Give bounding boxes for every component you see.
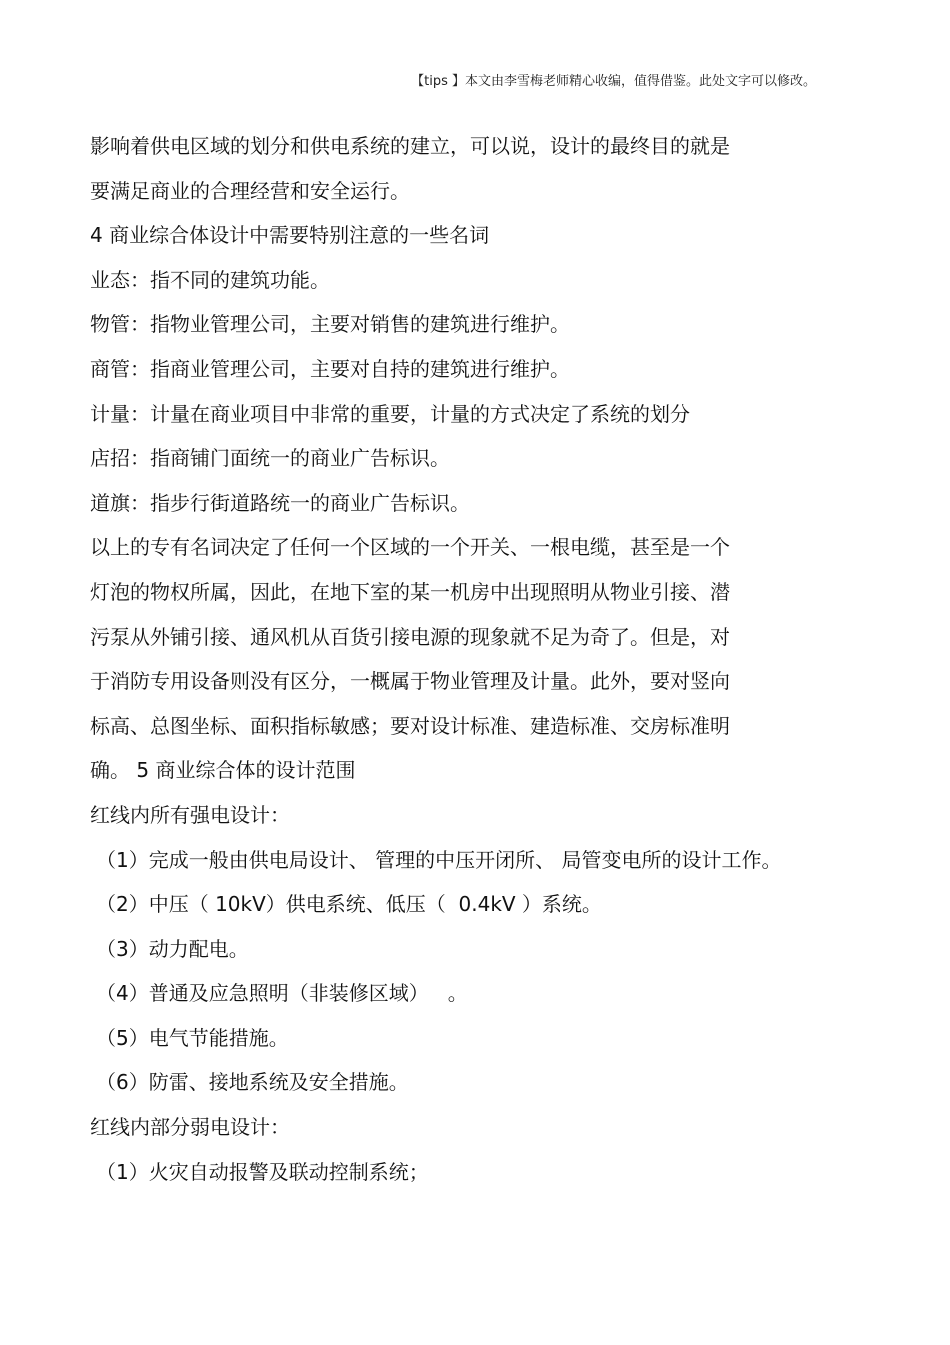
header-note: 【tips 】本文由李雪梅老师精心收编，值得借鉴。此处文字可以修改。	[411, 74, 816, 89]
section-heading: 4 商业综合体设计中需要特别注意的一些名词	[90, 223, 490, 248]
list-item: （1）火灾自动报警及联动控制系统；	[96, 1159, 429, 1184]
paragraph-line: 于消防专用设备则没有区分，一概属于物业管理及计量。此外，要对竖向	[90, 669, 730, 694]
list-item: （2）中压（ 10kV）供电系统、低压（ 0.4kV ）系统。	[96, 892, 602, 917]
term-definition-shangguan: 商管：指商业管理公司，主要对自持的建筑进行维护。	[90, 356, 570, 381]
paragraph-line: 标高、总图坐标、面积指标敏感；要对设计标准、建造标准、交房标准明	[90, 713, 730, 738]
list-item: （3）动力配电。	[96, 936, 249, 961]
list-item: （5）电气节能措施。	[96, 1025, 289, 1050]
paragraph-line: 以上的专有名词决定了任何一个区域的一个开关、一根电缆，甚至是一个	[90, 535, 730, 560]
term-definition-dianzhao: 店招：指商铺门面统一的商业广告标识。	[90, 446, 450, 471]
document-body	[90, 124, 890, 1194]
list-item: （1）完成一般由供电局设计、 管理的中压开闭所、 局管变电所的设计工作。	[96, 847, 782, 872]
term-definition-yetai: 业态：指不同的建筑功能。	[90, 267, 330, 292]
paragraph-line: 污泵从外铺引接、通风机从百货引接电源的现象就不足为奇了。但是，对	[90, 624, 730, 649]
paragraph-line: 要满足商业的合理经营和安全运行。	[90, 178, 410, 203]
paragraph-line: 灯泡的物权所属，因此，在地下室的某一机房中出现照明从物业引接、潜	[90, 579, 730, 604]
paragraph-line: 影响着供电区域的划分和供电系统的建立，可以说，设计的最终目的就是	[90, 134, 730, 158]
list-item: （6）防雷、接地系统及安全措施。	[96, 1070, 409, 1095]
list-item: （4）普通及应急照明（非装修区域） 。	[96, 981, 468, 1006]
subsection-heading-strong-current: 红线内所有强电设计：	[90, 802, 290, 827]
term-definition-wuguan: 物管：指物业管理公司，主要对销售的建筑进行维护。	[90, 312, 570, 337]
term-definition-daoqi: 道旗：指步行街道路统一的商业广告标识。	[90, 490, 470, 515]
term-definition-jiliang: 计量：计量在商业项目中非常的重要，计量的方式决定了系统的划分	[90, 401, 690, 426]
subsection-heading-weak-current: 红线内部分弱电设计：	[90, 1115, 290, 1140]
paragraph-line: 确。 5 商业综合体的设计范围	[90, 758, 356, 783]
